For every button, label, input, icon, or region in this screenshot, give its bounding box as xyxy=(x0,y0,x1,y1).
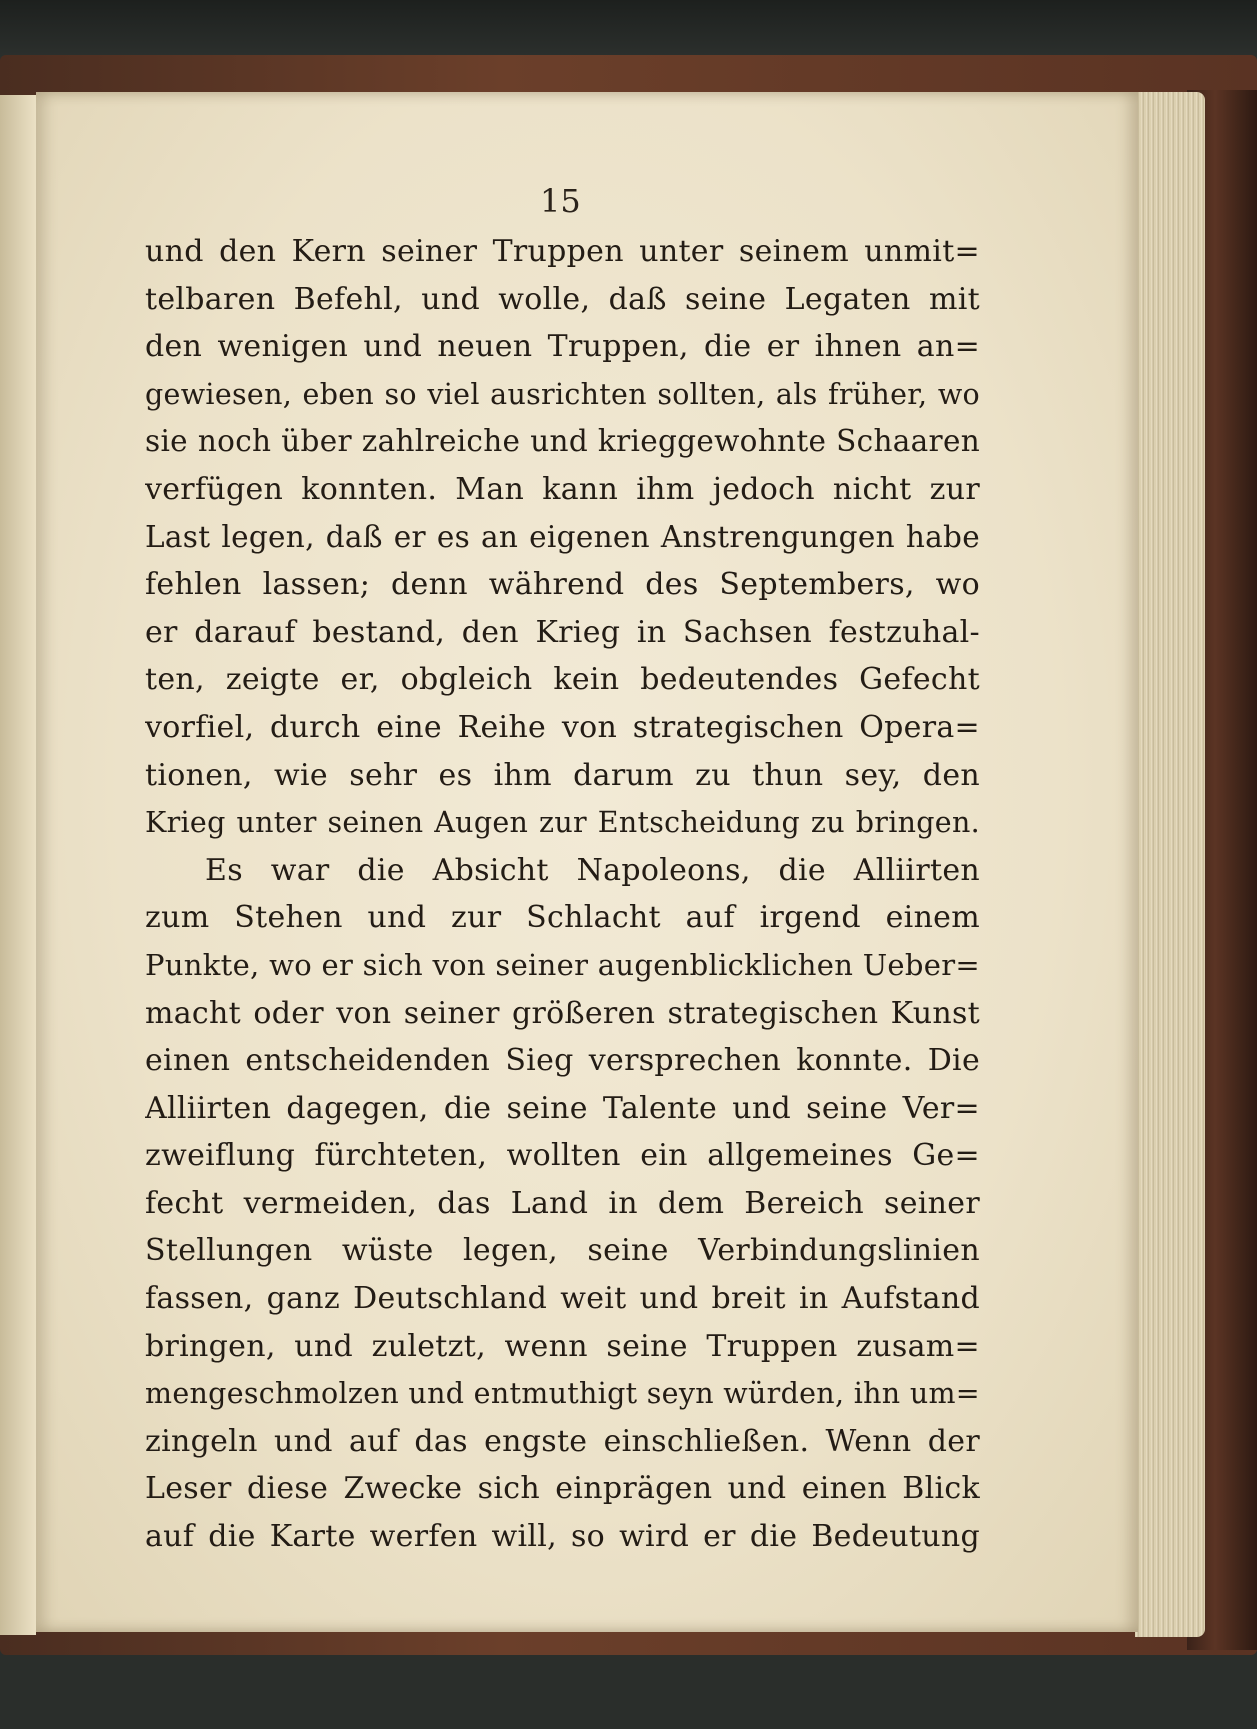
text-line: zum Stehen und zur Schlacht auf irgend einem xyxy=(145,900,980,936)
text-line: fassen, ganz Deutschland weit und breit in Aufstand xyxy=(145,1281,980,1317)
text-line: einen entscheidenden Sieg versprechen konnte. Die xyxy=(145,1043,980,1079)
text-line: den wenigen und neuen Truppen, die er ihnen an= xyxy=(145,329,980,365)
text-line: Stellungen wüste legen, seine Verbindungslinien xyxy=(145,1233,980,1269)
body-text xyxy=(145,228,980,1561)
text-line: fecht vermeiden, das Land in dem Bereich seiner xyxy=(145,1185,980,1221)
text-line: bringen, und zuletzt, wenn seine Truppen zusam= xyxy=(145,1328,980,1364)
text-line: er darauf bestand, den Krieg in Sachsen festzuhal- xyxy=(145,614,980,650)
text-line: gewiesen, eben so viel ausrichten sollten, als früher, wo xyxy=(145,377,980,411)
text-line: verfügen konnten. Man kann ihm jedoch nicht zur xyxy=(145,471,980,507)
text-line: vorfiel, durch eine Reihe von strategischen Opera= xyxy=(145,709,980,745)
text-line: Last legen, daß er es an eigenen Anstrengungen habe xyxy=(145,519,980,554)
text-line: Es war die Absicht Napoleons, die Alliirten xyxy=(205,852,980,888)
previous-page-edge xyxy=(0,95,36,1635)
text-line: auf die Karte werfen will, so wird er die Bedeutung xyxy=(145,1519,980,1555)
text-line: zingeln und auf das engste einschließen. Wenn der xyxy=(145,1423,980,1459)
text-line: zweiflung fürchteten, wollten ein allgemeines Ge= xyxy=(145,1138,980,1174)
text-line: Punkte, wo er sich von seiner augenblicklichen Ueber= xyxy=(145,947,980,982)
text-line: Leser diese Zwecke sich einprägen und einen Blick xyxy=(145,1471,980,1507)
text-line: telbaren Befehl, und wolle, daß seine Legaten mit xyxy=(145,281,980,317)
text-line: sie noch über zahlreiche und krieggewohnte Schaaren xyxy=(145,424,980,459)
text-line: fehlen lassen; denn während des Septembers, wo xyxy=(145,567,980,603)
text-line: und den Kern seiner Truppen unter seinem unmit= xyxy=(145,234,980,269)
text-line: tionen, wie sehr es ihm darum zu thun sey, den xyxy=(145,757,980,793)
page-stack-edges xyxy=(1135,92,1205,1637)
page-number: 15 xyxy=(540,182,581,220)
text-line: macht oder von seiner größeren strategischen Kunst xyxy=(145,995,980,1031)
text-line: mengeschmolzen und entmuthigt seyn würden, ihn um= xyxy=(145,1377,980,1411)
text-line: ten, zeigte er, obgleich kein bedeutendes Gefecht xyxy=(145,662,980,698)
text-line: Krieg unter seinen Augen zur Entscheidung zu bringen. xyxy=(145,806,980,840)
text-line: Alliirten dagegen, die seine Talente und seine Ver= xyxy=(145,1090,980,1126)
